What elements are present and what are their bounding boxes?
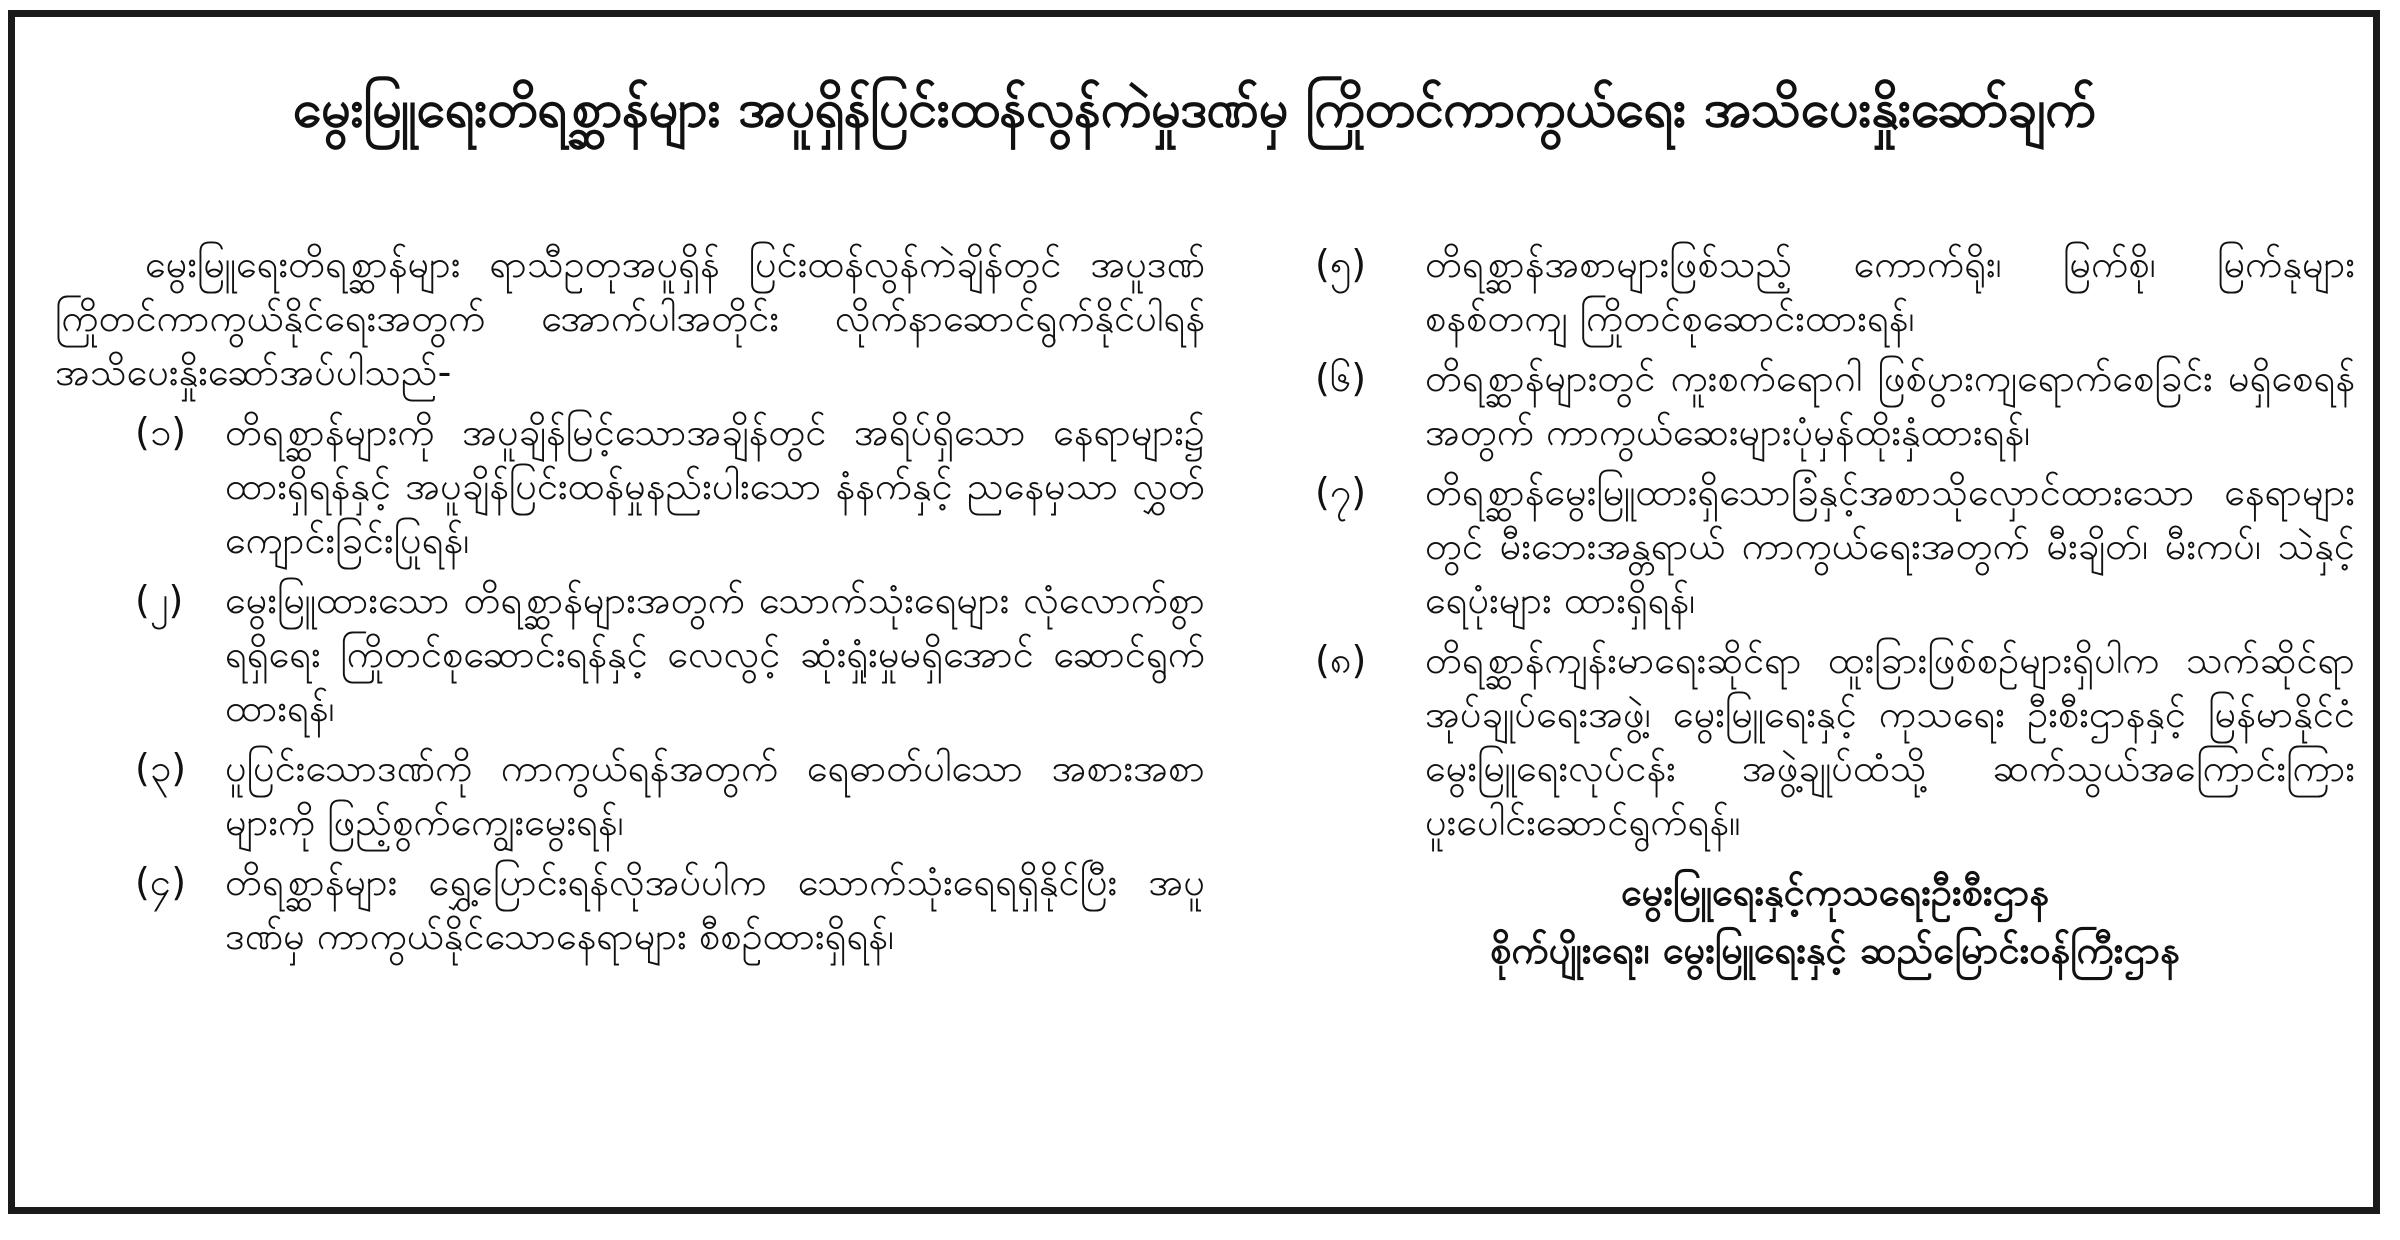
item-text: တိရစ္ဆာန်များကို အပူချိန်မြင့်သောအချိန်တွင် အရိပ်ရှိသော နေရာများ၌ ထားရှိရန်နှင့် အပူချိန်ပြင်းထန်မှုနည်းပါးသော နံနက်နှင့် ညနေမှသာ လွှတ်ကျောင်းခြင်းပြုရန်၊: [225, 410, 1205, 562]
item-text: တိရစ္ဆာန်များ ရွှေ့ပြောင်းရန်လိုအပ်ပါက သောက်သုံးရေရရှိနိုင်ပြီး အပူဒဏ်မှ ကာကွယ်နိုင်သောနေရာများ စီစဉ်ထားရှိရန်၊: [225, 860, 1205, 958]
list-item: [1315, 465, 2355, 627]
item-number: (၅): [1315, 242, 1367, 286]
signature-ministry: စိုက်ပျိုးရေး၊ မွေးမြူရေးနှင့် ဆည်မြောင်းဝန်ကြီးဌာန: [1490, 928, 2180, 972]
item-text: ပူပြင်းသောဒဏ်ကို ကာကွယ်ရန်အတွက် ရေဓာတ်ပါသော အစားအစာများကို ဖြည့်စွက်ကျွေးမွေးရန်၊: [225, 746, 1205, 844]
list-item: [1315, 351, 2355, 459]
signature-department: မွေးမြူရေးနှင့်ကုသရေးဦးစီးဌာန: [1621, 870, 2049, 914]
list-item: [55, 573, 1205, 735]
notice-title: မွေးမြူရေးတိရစ္ဆာန်များ အပူရှိန်ပြင်းထန်လွန်ကဲမှုဒဏ်မှ ကြိုတင်ကာကွယ်ရေး အသိပေးနှိုးဆော်ချက်: [292, 79, 2096, 139]
item-number: (၂): [135, 578, 184, 622]
left-column: [55, 237, 1205, 969]
item-text: တိရစ္ဆာန်အစာများဖြစ်သည့် ကောက်ရိုး၊ မြက်စို၊ မြက်နုများ စနစ်တကျ ကြိုတင်စုဆောင်းထားရန်၊: [1425, 242, 2355, 340]
item-number: (၁): [135, 410, 187, 454]
item-number: (၇): [1315, 470, 1367, 514]
list-item: [55, 405, 1205, 567]
list-item: [1315, 633, 2355, 849]
right-column: [1315, 237, 2355, 979]
item-number: (၆): [1315, 356, 1367, 400]
item-text: တိရစ္ဆာန်ကျန်းမာရေးဆိုင်ရာ ထူးခြားဖြစ်စဉ်များရှိပါက သက်ဆိုင်ရာ အုပ်ချုပ်ရေးအဖွဲ့၊ မွေးမြူရေးနှင့် ကုသရေး ဦးစီးဌာနနှင့် မြန်မာနိုင်ငံမွေးမြူရေးလုပ်ငန်း အဖွဲ့ချုပ်ထံသို့ ဆက်သွယ်အကြောင်းကြား ပူးပေါင်းဆောင်ရွက်ရန်။: [1425, 638, 2355, 844]
list-item: [55, 741, 1205, 849]
signature-block: [1315, 863, 2355, 979]
item-number: (၈): [1315, 638, 1367, 682]
item-text: တိရစ္ဆာန်မွေးမြူထားရှိသောခြံနှင့်အစာသိုလှောင်ထားသော နေရာများတွင် မီးဘေးအန္တရာယ် ကာကွယ်ရေးအတွက် မီးချိတ်၊ မီးကပ်၊ သဲနှင့် ရေပုံးများ ထားရှိရန်၊: [1425, 470, 2355, 622]
notice-frame: [8, 10, 2380, 1214]
item-number: (၄): [135, 860, 187, 904]
item-text: မွေးမြူထားသော တိရစ္ဆာန်များအတွက် သောက်သုံးရေများ လုံလောက်စွာရရှိရေး ကြိုတင်စုဆောင်းရန်နှင့် လေလွင့် ဆုံးရှုံးမှုမရှိအောင် ဆောင်ရွက်ထားရန်၊: [225, 578, 1205, 730]
intro-paragraph: မွေးမြူရေးတိရစ္ဆာန်များ ရာသီဥတုအပူရှိန် ပြင်းထန်လွန်ကဲချိန်တွင် အပူဒဏ်ကြိုတင်ကာကွယ်နိုင်ရေးအတွက် အောက်ပါအတိုင်း လိုက်နာဆောင်ရွက်နိုင်ပါရန် အသိပေးနှိုးဆော်အပ်ပါသည်-: [55, 242, 1205, 394]
list-item: [1315, 237, 2355, 345]
list-item: [55, 855, 1205, 963]
item-number: (၃): [135, 746, 187, 790]
item-text: တိရစ္ဆာန်များတွင် ကူးစက်ရောဂါ ဖြစ်ပွားကျရောက်စေခြင်း မရှိစေရန်အတွက် ကာကွယ်ဆေးများပုံမှန်ထိုးနှံထားရန်၊: [1425, 356, 2355, 454]
